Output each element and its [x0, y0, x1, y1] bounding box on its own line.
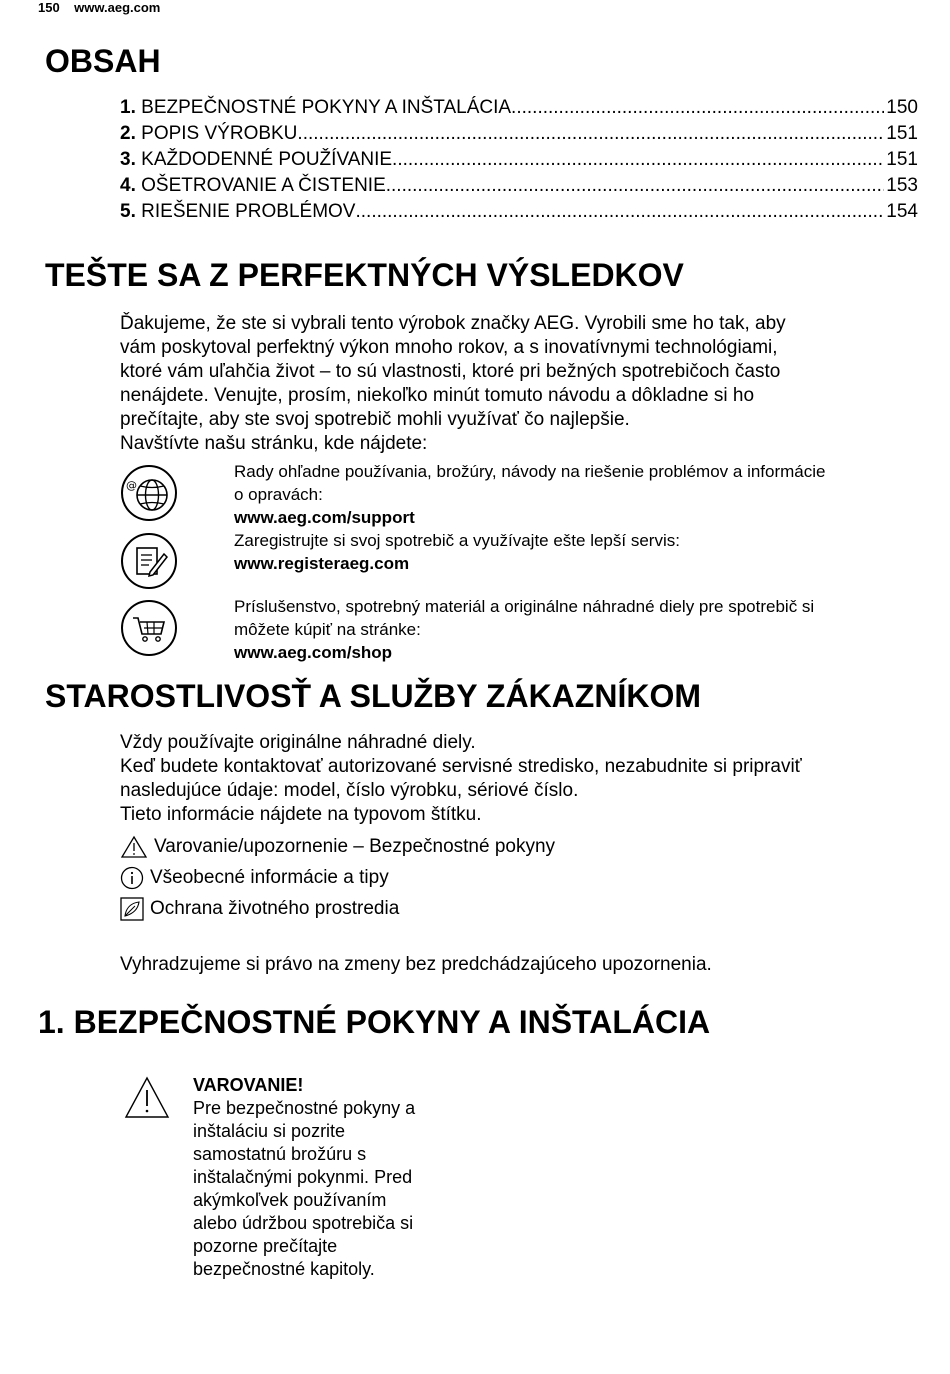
intro-line: Ďakujeme, že ste si vybrali tento výrobok značky AEG. Vyrobili sme ho tak, aby [120, 313, 786, 334]
legend-environment [120, 897, 399, 921]
toc-entry[interactable] [120, 97, 918, 123]
toc-entry-page: 153 [886, 175, 918, 196]
toc-entry-label: OŠETROVANIE A ČISTENIE [141, 175, 386, 196]
service-text: o opravách: [234, 485, 323, 504]
table-of-contents [120, 97, 918, 227]
warning-line: pozorne prečítajte [193, 1236, 338, 1256]
svg-text:@: @ [126, 479, 137, 492]
toc-entry-number: 5. [120, 201, 136, 222]
toc-entry[interactable] [120, 201, 918, 227]
toc-entry-label: POPIS VÝROBKU [141, 123, 298, 144]
legend-info [120, 866, 389, 890]
results-title: TEŠTE SA Z PERFEKTNÝCH VÝSLEDKOV [45, 257, 684, 293]
service-register [234, 529, 914, 575]
warning-title: VAROVANIE! [193, 1075, 304, 1095]
warning-line: Pre bezpečnostné pokyny a [193, 1098, 416, 1118]
service-text: môžete kúpiť na stránke: [234, 620, 421, 639]
legend-warning [120, 835, 555, 859]
toc-title: OBSAH [45, 43, 161, 79]
toc-entry-number: 4. [120, 175, 136, 196]
toc-entry-label: RIEŠENIE PROBLÉMOV [141, 201, 356, 222]
care-line: Vždy používajte originálne náhradné diely. [120, 732, 476, 753]
shopping-cart-icon [120, 599, 178, 657]
warning-line: inštalačnými pokynmi. Pred [193, 1167, 413, 1187]
toc-entry-page: 150 [886, 97, 918, 118]
warning-line: alebo údržbou spotrebiča si [193, 1213, 414, 1233]
toc-entry-label: BEZPEČNOSTNÉ POKYNY A INŠTALÁCIA [141, 97, 512, 118]
page-header [38, 0, 160, 15]
results-intro [120, 312, 910, 456]
intro-line: ktoré vám uľahčia život – to sú vlastnosti, ktoré pri bežných spotrebičoch často [120, 361, 781, 382]
disclaimer [120, 953, 910, 977]
service-link[interactable]: www.aeg.com/support [234, 508, 415, 527]
service-text: Zaregistrujte si svoj spotrebič a využívajte ešte lepší servis: [234, 531, 680, 550]
care-line: Keď budete kontaktovať autorizované servisné stredisko, nezabudnite si pripraviť [120, 756, 802, 777]
service-link[interactable]: www.registeraeg.com [234, 554, 410, 573]
intro-line: prečítajte, aby ste svoj spotrebič mohli využívať čo najlepšie. [120, 409, 630, 430]
service-link[interactable]: www.aeg.com/shop [234, 643, 393, 662]
register-icon [120, 532, 178, 590]
toc-entry[interactable] [120, 123, 918, 149]
warning-triangle-icon [124, 1076, 170, 1120]
service-support [234, 460, 914, 529]
globe-icon [120, 464, 178, 522]
disclaimer-text: Vyhradzujeme si právo na zmeny bez predchádzajúceho upozornenia. [120, 954, 712, 975]
toc-entry-page: 151 [886, 123, 918, 144]
toc-entry-label: KAŽDODENNÉ POUŽÍVANIE [141, 149, 393, 170]
info-icon [120, 866, 144, 890]
website: www.aeg.com [74, 0, 161, 15]
safety-title: 1. BEZPEČNOSTNÉ POKYNY A INŠTALÁCIA [38, 1004, 711, 1040]
legend-label: Všeobecné informácie a tipy [150, 867, 389, 888]
toc-entry[interactable] [120, 175, 918, 201]
toc-entry-number: 3. [120, 149, 136, 170]
care-line: nasledujúce údaje: model, číslo výrobku, sériové číslo. [120, 780, 579, 801]
warning-line: akýmkoľvek používaním [193, 1190, 387, 1210]
service-shop [234, 595, 914, 664]
legend-label: Ochrana životného prostredia [150, 898, 400, 919]
care-text [120, 731, 910, 827]
leaf-icon [120, 897, 144, 921]
care-title: STAROSTLIVOSŤ A SLUŽBY ZÁKAZNÍKOM [45, 678, 701, 714]
toc-entry-number: 1. [120, 97, 136, 118]
intro-line: Navštívte našu stránku, kde nájdete: [120, 433, 428, 454]
intro-line: nenájdete. Venujte, prosím, niekoľko minút tomuto návodu a dôkladne si ho [120, 385, 755, 406]
warning-line: inštaláciu si pozrite [193, 1121, 346, 1141]
legend-label: Varovanie/upozornenie – Bezpečnostné pokyny [154, 836, 556, 857]
warning-line: samostatnú brožúru s [193, 1144, 367, 1164]
care-line: Tieto informácie nájdete na typovom štítku. [120, 804, 482, 825]
toc-entry-page: 154 [886, 201, 918, 222]
service-text: Rady ohľadne používania, brožúry, návody na riešenie problémov a informácie [234, 462, 826, 481]
toc-entry-number: 2. [120, 123, 136, 144]
toc-entry-page: 151 [886, 149, 918, 170]
service-text: Príslušenstvo, spotrebný materiál a originálne náhradné diely pre spotrebič si [234, 597, 815, 616]
page-number: 150 [38, 0, 60, 15]
intro-line: vám poskytoval perfektný výkon mnoho rokov, a s inovatívnymi technológiami, [120, 337, 778, 358]
warning-line: bezpečnostné kapitoly. [193, 1259, 375, 1279]
toc-entry[interactable] [120, 149, 918, 175]
safety-warning [193, 1074, 463, 1281]
warning-triangle-icon [120, 835, 148, 859]
